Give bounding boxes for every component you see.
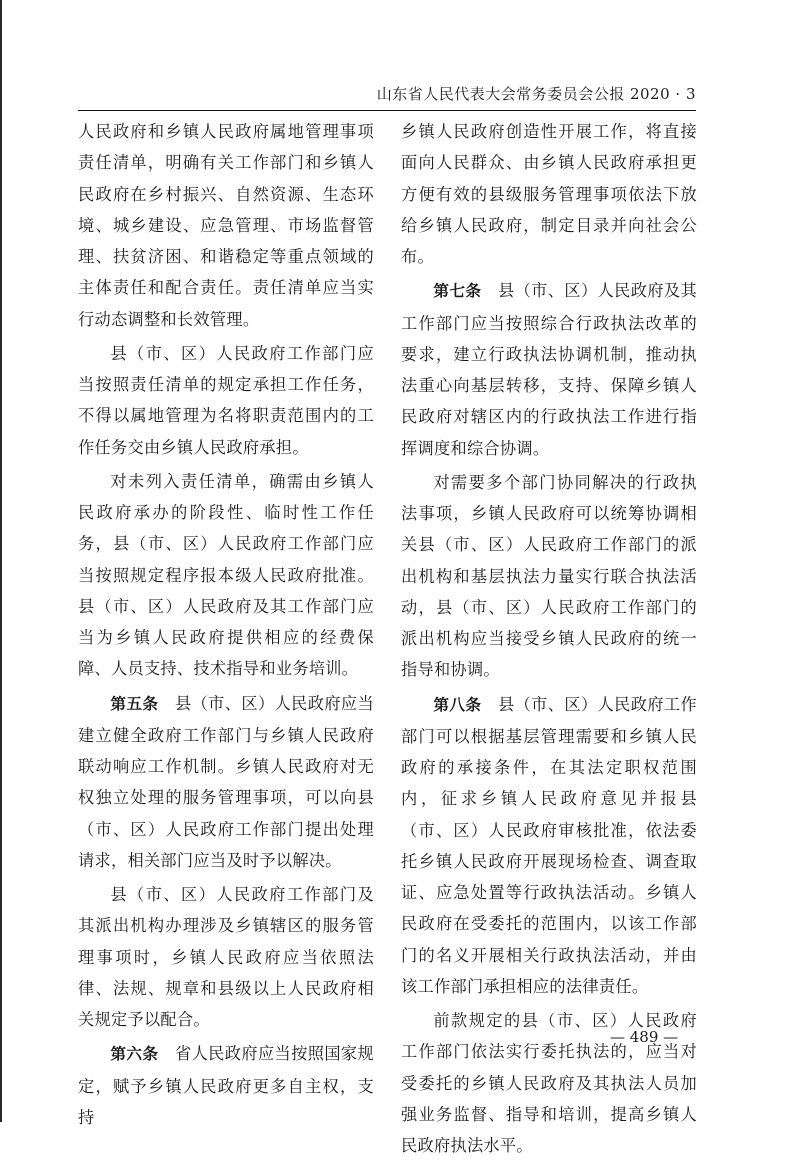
article-text: 县（市、区）人民政府工作部门可以根据基层管理需要和乡镇人民政府的承接条件，在其法定职权范围内，征求乡镇人民政府意见并报县（市、区）人民政府审核批准，依法委托乡镇人民政府开展现场检查、调查取证、应急处置等行政执法活动。乡镇人民政府在受委托的范围内，以该工作部门的名义开展相关行政执法活动，并由该工作部门承担相应的法律责任。 [401, 694, 697, 996]
article-label: 第六条 [110, 1045, 159, 1064]
article-text: 县（市、区）人民政府应当建立健全政府工作部门与乡镇人民政府联动响应工作机制。乡镇人民政府对无权独立处理的服务管理事项，可以向县（市、区）人民政府工作部门提出处理请求，相关部门应当及时予以解决。 [78, 693, 374, 870]
paragraph: 对需要多个部门协同解决的行政执法事项，乡镇人民政府可以统筹协调相关县（市、区）人民政府工作部门的派出机构和基层执法力量实行联合执法活动，县（市、区）人民政府工作部门的派出机构应当接受乡镇人民政府的统一指导和协调。 [401, 472, 697, 680]
paragraph: 前款规定的县（市、区）人民政府工作部门依法实行委托执法的，应当对受委托的乡镇人民政府及其执法人员加强业务监督、指导和培训，提高乡镇人民政府执法水平。 [401, 1011, 697, 1155]
left-column [78, 116, 374, 1133]
scan-edge [0, 0, 2, 1122]
article-6 [78, 1038, 374, 1133]
article-text: 县（市、区）人民政府及其工作部门应当按照综合行政执法改革的要求，建立行政执法协调机制，推动执法重心向基层转移，支持、保障乡镇人民政府对辖区内的行政执法工作进行指挥调度和综合协调。 [401, 281, 697, 458]
article-5 [78, 688, 374, 877]
running-header: 山东省人民代表大会常务委员会公报 2020 · 3 [376, 85, 696, 103]
article-label: 第八条 [433, 695, 482, 714]
paragraph: 人民政府和乡镇人民政府属地管理事项责任清单，明确有关工作部门和乡镇人民政府在乡村振兴、自然资源、生态环境、城乡建设、应急管理、市场监督管理、扶贫济困、和谐稳定等重点领域的主体责任和配合责任。责任清单应当实行动态调整和长效管理。 [78, 122, 374, 329]
paragraph: 对未列入责任清单，确需由乡镇人民政府承办的阶段性、临时性工作任务，县（市、区）人民政府工作部门应当按照规定程序报本级人民政府批准。县（市、区）人民政府及其工作部门应当为乡镇人民政府提供相应的经费保障、人员支持、技术指导和业务培训。 [78, 471, 374, 679]
article-8 [401, 689, 697, 1003]
paragraph: 乡镇人民政府创造性开展工作，将直接面向人民群众、由乡镇人民政府承担更方便有效的县级服务管理事项依法下放给乡镇人民政府，制定目录并向社会公布。 [401, 122, 697, 266]
right-column [401, 116, 697, 1161]
page-number: — 489 — [610, 1028, 679, 1046]
paragraph: 县（市、区）人民政府工作部门应当按照责任清单的规定承担工作任务，不得以属地管理为名将职责范围内的工作任务交由乡镇人民政府承担。 [78, 343, 374, 457]
article-label: 第七条 [433, 282, 482, 301]
header-rule [78, 110, 696, 111]
paragraph: 县（市、区）人民政府工作部门及其派出机构办理涉及乡镇辖区的服务管理事项时，乡镇人民政府应当依照法律、法规、规章和县级以上人民政府相关规定予以配合。 [78, 885, 374, 1029]
article-text: 省人民政府应当按照国家规定，赋予乡镇人民政府更多自主权，支持 [78, 1044, 374, 1127]
article-7 [401, 275, 697, 464]
article-label: 第五条 [110, 694, 159, 713]
